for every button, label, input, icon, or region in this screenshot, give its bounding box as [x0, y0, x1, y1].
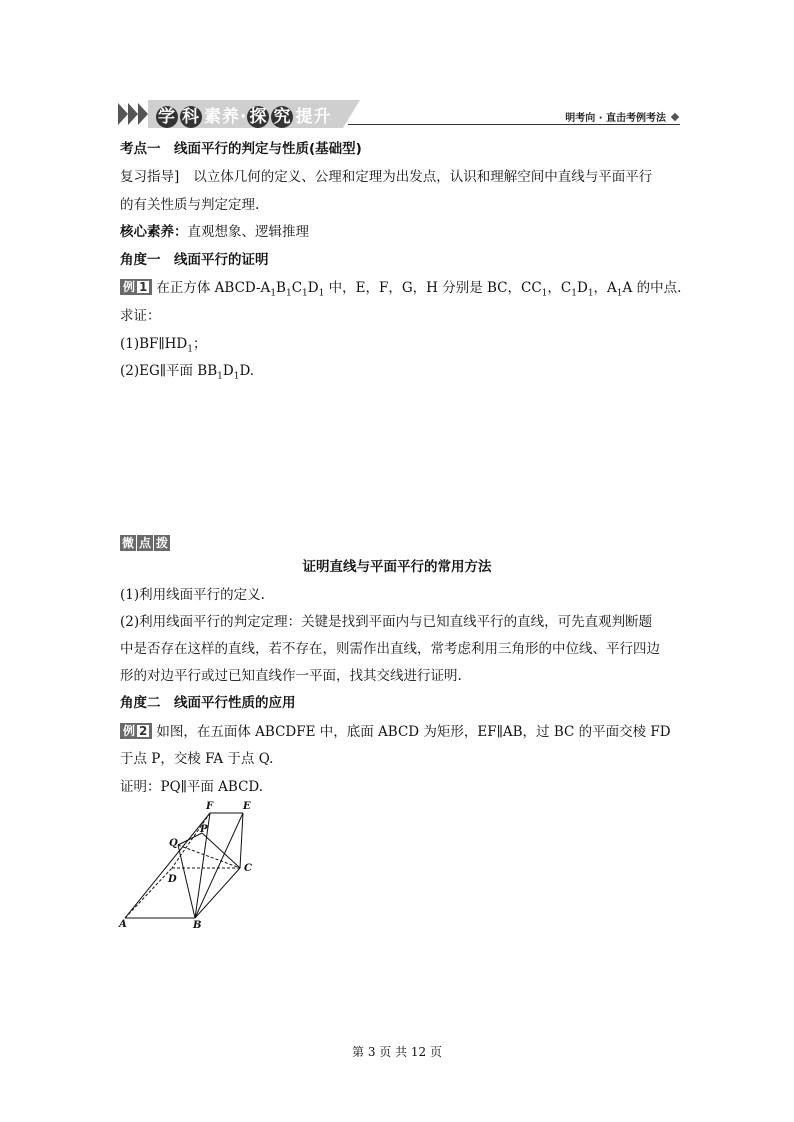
- tip-line-2: (2)利用线面平行的判定定理：关键是找到平面内与已知直线平行的直线，可先直观判断题: [120, 614, 653, 630]
- example-2-prove: 证明：PQ∥平面 ABCD.: [120, 779, 264, 795]
- edge-BC: [195, 868, 240, 918]
- prove-label: 求证：: [120, 308, 161, 324]
- example-2-tag: 例 2: [120, 723, 152, 739]
- label-Q: Q: [169, 838, 178, 849]
- tip-title: 证明直线与平面平行的常用方法: [302, 559, 492, 575]
- example-1-statement: 例 1 在正方体 ABCD-$A_1B_1C_1D_1$ 中，E，F，G，H 分别是 BC，$CC_1$，$C_1D_1$，$A_1A$ 的中点.: [120, 279, 681, 303]
- guide-label: 复习指导: [120, 169, 174, 185]
- label-P: P: [200, 824, 208, 835]
- core-text: 直观想象、逻辑推理: [187, 224, 309, 240]
- banner-char: 素养: [204, 107, 240, 127]
- hidden-edge-AD: [125, 868, 172, 918]
- core-label: 核心素养：: [120, 224, 188, 240]
- example-2-statement-1: 例 2 如图，在五面体 ABCDFE 中，底面 ABCD 为矩形，EF∥AB，过 BC 的平面交棱 FD: [120, 723, 671, 741]
- banner-char: 学: [158, 107, 176, 127]
- label-D: D: [168, 874, 177, 885]
- diamond-icon: [671, 113, 679, 121]
- banner-char: ·: [240, 107, 248, 127]
- pentahedron-figure: [110, 798, 280, 933]
- angle-one-title: 角度一 线面平行的证明: [120, 252, 269, 268]
- label-C: C: [244, 863, 252, 874]
- section-banner: [118, 98, 680, 128]
- example-2-statement-2: 于点 P，交棱 FA 于点 Q.: [120, 751, 274, 767]
- angle-two-title: 角度二 线面平行性质的应用: [120, 695, 296, 711]
- guide-text: 以立体几何的定义、公理和定理为出发点，认识和理解空间中直线与平面平行: [193, 169, 653, 185]
- label-E: E: [243, 801, 251, 812]
- tip-tag: 微 点 拨: [122, 536, 169, 550]
- core-literacy: [120, 223, 309, 241]
- banner-subtitle: 明考向 · 直击考例考法: [565, 113, 666, 124]
- section-title: 考点一 线面平行的判定与性质(基础型): [120, 141, 362, 157]
- banner-tab: [118, 100, 366, 126]
- hidden-edge-QC: [178, 845, 240, 868]
- tip-line-1: (1)利用线面平行的定义.: [120, 587, 265, 603]
- prove-item-1: $(1)BF\parallel HD_1$；: [120, 336, 207, 355]
- chevron-right-icon: [128, 103, 138, 125]
- banner-char: 科: [182, 107, 200, 127]
- banner-char: 究: [273, 107, 292, 127]
- edge-QP: [178, 833, 202, 845]
- label-A: A: [119, 919, 127, 930]
- chevron-right-icon: [118, 103, 128, 125]
- tip-line-3: 中是否存在这样的直线，若不存在，则需作出直线，常考虑利用三角形的中位线、平行四边: [120, 641, 660, 657]
- banner-char: 探: [249, 107, 268, 127]
- example-1-tag: 例 1: [120, 279, 152, 295]
- label-B: B: [193, 920, 202, 931]
- page-footer: 第 3 页 共 12 页: [352, 1045, 442, 1059]
- tip-line-4: 形的对边平行或过已知直线作一平面，找其交线进行证明.: [120, 668, 462, 684]
- edge-PC: [202, 833, 240, 868]
- label-F: F: [206, 801, 214, 812]
- banner-char: 提升: [295, 107, 332, 127]
- chevron-right-icon: [138, 103, 148, 125]
- banner-title: [156, 102, 331, 128]
- banner-rule: [348, 124, 680, 125]
- review-guide-line-2: 的有关性质与判定定理.: [120, 197, 260, 213]
- edge-EC: [240, 813, 243, 868]
- prove-item-2: (2)EG∥平面 $BB_1D_1D$.: [120, 363, 255, 382]
- review-guide-line-1: 复习指导] 以立体几何的定义、公理和定理为出发点，认识和理解空间中直线与平面平行: [120, 169, 653, 185]
